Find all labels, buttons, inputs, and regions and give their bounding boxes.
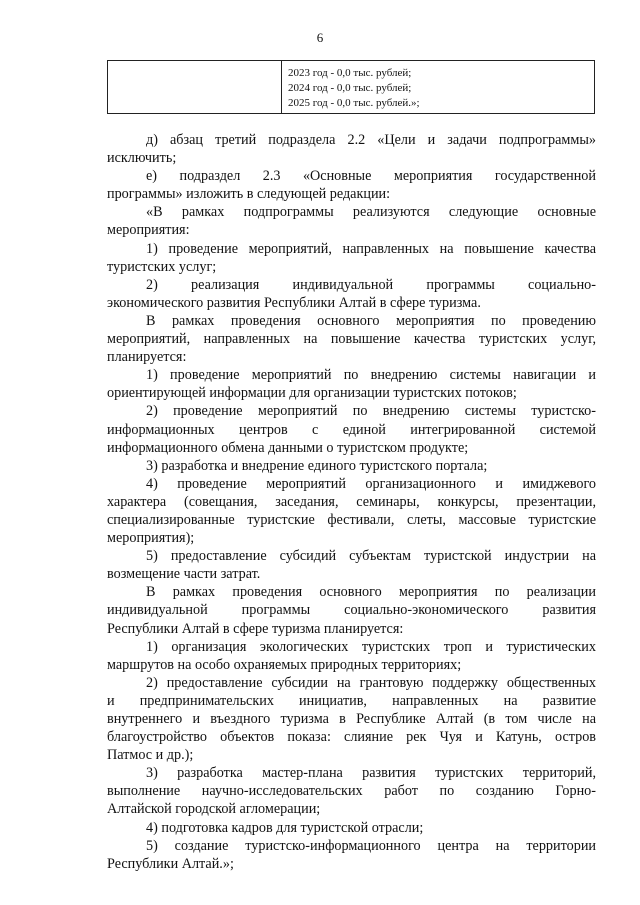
text-line: мероприятий, направленных на повышение качества туристских услуг, (107, 331, 596, 348)
document-body (107, 131, 596, 873)
text-line: возмещение части затрат. (107, 566, 261, 583)
text-line: экономического развития Республики Алтай в сфере туризма. (107, 294, 481, 311)
text-line: 1) проведение мероприятий по внедрению системы навигации и (146, 367, 596, 384)
text-line: планируется: (107, 349, 187, 366)
table-line: 2024 год - 0,0 тыс. рублей; (288, 82, 412, 94)
text-line: Республики Алтай в сфере туризма планируется: (107, 620, 404, 637)
text-line: 4) проведение мероприятий организационного и имиджевого (146, 475, 596, 492)
text-line: специализированные туристские фестивали, слеты, массовые туристские (107, 511, 596, 528)
text-line: д) абзац третий подраздела 2.2 «Цели и задачи подпрограммы» (146, 132, 596, 148)
table-cell-left (108, 61, 282, 113)
table-line: 2025 год - 0,0 тыс. рублей.»; (288, 97, 420, 109)
text-line: характера (совещания, заседания, семинары, конкурсы, презентации, (107, 493, 596, 510)
text-line: мероприятия); (107, 530, 195, 547)
text-line: внутреннего и въездного туризма в Республике Алтай (в том числе на (107, 711, 596, 727)
text-line: информационного обмена данными о туристском продукте; (107, 439, 469, 456)
text-line: программы» изложить в следующей редакции: (107, 186, 391, 203)
text-line: мероприятия: (107, 222, 190, 239)
table-line: 2023 год - 0,0 тыс. рублей; (288, 67, 412, 79)
page-number: 6 (316, 30, 324, 45)
text-line: индивидуальной программы социально-экономического развития (107, 602, 596, 619)
text-line: 5) предоставление субсидий субъектам туристской индустрии на (146, 548, 596, 565)
budget-table (107, 60, 595, 114)
text-line: информационных центров с единой интегрированной системой (107, 421, 596, 438)
text-line: е) подраздел 2.3 «Основные мероприятия государственной (146, 168, 596, 185)
text-line: Республики Алтай.»; (107, 855, 234, 872)
text-line: ориентирующей информации для организации туристских потоков; (107, 385, 517, 402)
text-line: 2) предоставление субсидии на грантовую поддержку общественных (146, 674, 596, 691)
text-line: 2) реализация индивидуальной программы социально- (146, 276, 596, 293)
text-line: маршрутов на особо охраняемых природных территориях; (107, 656, 462, 673)
text-line: «В рамках подпрограммы реализуются следующие основные (146, 204, 596, 221)
text-line: 5) создание туристско-информационного центра на территории (146, 837, 596, 854)
text-line: туристских услуг; (107, 258, 217, 275)
text-line: 3) разработка и внедрение единого туристского портала; (146, 457, 488, 474)
text-line: Алтайской городской агломерации; (107, 801, 321, 818)
table-cell-right (282, 61, 594, 113)
text-line: Патмос и др.); (107, 747, 194, 764)
text-line: исключить; (107, 150, 177, 167)
text-line: 1) проведение мероприятий, направленных на повышение качества (146, 240, 596, 257)
text-line: и предпринимательских инициатив, направленных на развитие (107, 692, 596, 709)
text-line: благоустройство объектов показа: слияние рек Чуя и Катунь, остров (107, 729, 596, 746)
text-line: 3) разработка мастер-плана развития туристских территорий, (146, 765, 596, 782)
text-line: выполнение научно-исследовательских работ по созданию Горно- (107, 783, 596, 800)
text-line: В рамках проведения основного мероприятия по реализации (146, 584, 596, 601)
text-line: 1) организация экологических туристских троп и туристических (146, 638, 596, 655)
text-line: 2) проведение мероприятий по внедрению системы туристско- (146, 403, 596, 420)
text-line: В рамках проведения основного мероприятия по проведению (146, 312, 596, 329)
text-line: 4) подготовка кадров для туристской отрасли; (146, 819, 424, 836)
